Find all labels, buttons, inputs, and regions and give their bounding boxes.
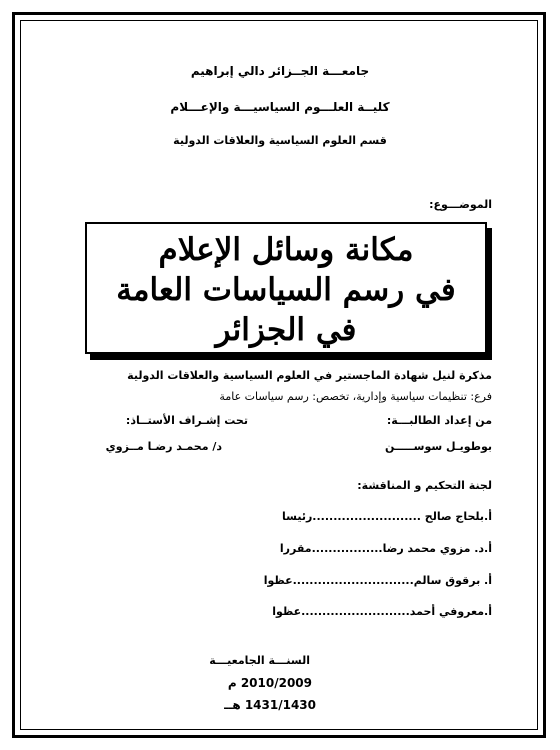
committee-member: أ.معروفي أحمد..........................عظوا: [272, 605, 492, 618]
faculty-name: كليــة العلـــوم السياسيـــة والإعـــلام: [170, 100, 390, 114]
year-gregorian: 2010/2009 م: [227, 676, 312, 690]
subject-label: الموضـــوع:: [429, 198, 492, 211]
committee-member: أ.بلحاج صالح ..........................رئيسا: [282, 510, 492, 523]
title-line-3: في الجزائر: [215, 312, 357, 348]
year-hijri: 1431/1430 هــ: [224, 698, 316, 712]
title-box: [85, 222, 487, 354]
memo-text: مذكرة لنيل شهادة الماجستير في العلوم السياسية والعلاقات الدولية: [127, 369, 492, 382]
committee-label: لجنة التحكيم و المناقشة:: [357, 479, 492, 492]
branch-text: فرع: تنظيمات سياسية وإدارية، تخصص: رسم سياسات عامة: [219, 390, 492, 403]
title-line-1: مكانة وسائل الإعلام: [158, 232, 414, 268]
student-name: بوطويـل سوســـــن: [384, 440, 492, 453]
academic-year-label: السنـــة الجامعيـــة: [209, 654, 310, 667]
prepared-by-label: من إعداد الطالبـــة:: [386, 414, 492, 427]
committee-member: أ.د. مزوي محمد رضا.................مقررا: [279, 542, 492, 555]
committee-member: أ. برقوق سالم.............................عظوا: [263, 574, 492, 587]
supervisor-label: تحت إشـراف الأستــاذ:: [125, 414, 248, 427]
supervisor-name: د/ محمـد رضـا مــزوي: [105, 440, 222, 453]
title-line-2: في رسم السياسات العامة: [116, 272, 456, 308]
department-name: قسم العلوم السياسية والعلاقات الدولية: [173, 134, 387, 147]
university-name: جامعـــة الجــزائر دالي إبراهيم: [190, 64, 370, 78]
